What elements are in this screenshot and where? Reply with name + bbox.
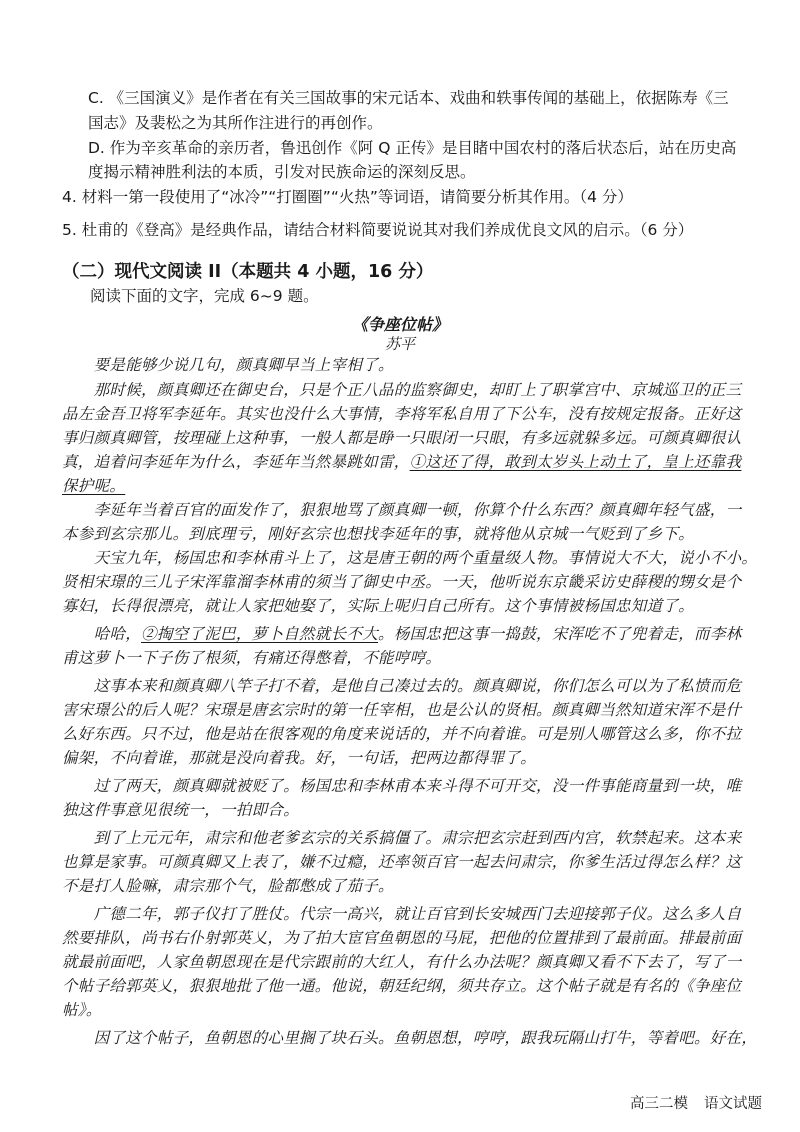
option-c-line-1: C. 《三国演义》是作者在有关三国故事的宋元话本、戏曲和轶事传闻的基础上，依据陈寿《三 — [88, 89, 729, 107]
article-line: 那时候，颜真卿还在御史台，只是个正八品的监察御史，却盯上了职掌宫中、京城巡卫的正三 — [62, 381, 742, 399]
article-line: 过了两天，颜真卿就被贬了。杨国忠和李林甫本来斗得不可开交，没一件事能商量到一块，唯 — [62, 777, 742, 795]
article-author: 苏平 — [384, 335, 415, 353]
article-line: 这事本来和颜真卿八竿子打不着，是他自己凑过去的。颜真卿说，你们怎么可以为了私愤而危 — [62, 677, 742, 695]
article-line: 天宝九年，杨国忠和李林甫斗上了，这是唐王朝的两个重量级人物。事情说大不大，说小不小。 — [62, 549, 758, 567]
question-4: 4. 材料一第一段使用了“冰冷”“打圈圈”“火热”等词语，请简要分析其作用。（4 分） — [62, 188, 633, 206]
article-line: 就最前面吧，人家鱼朝恩现在是代宗跟前的大红人，有什么办法呢？颜真卿又看不下去了，写了一 — [62, 953, 742, 971]
article-title: 《争座位帖》 — [351, 315, 448, 334]
page-footer — [630, 1092, 762, 1113]
underlined-sentence-1: ①这还了得，敢到太岁头上动土了，皇上还靠我 — [409, 453, 742, 471]
article-line-text: 哈哈， — [62, 625, 142, 643]
article-line: 甫这萝卜一下子伤了根须，有痛还得憋着，不能哼哼。 — [62, 649, 442, 667]
question-5: 5. 杜甫的《登高》是经典作品，请结合材料简要说说其对我们养成优良文风的启示。（6 分） — [62, 221, 694, 239]
article-line: 品左金吾卫将军李延年。其实也没什么大事情，李将军私自用了下公车，没有按规定报备。正好这 — [62, 405, 742, 423]
article-line: 个帖子给郭英乂，狠狠地批了他一通。他说，朝廷纪纲，须共存立。这个帖子就是有名的《争座位 — [62, 977, 742, 995]
article-line: 然要排队，尚书右仆射郭英乂，为了拍大宦官鱼朝恩的马屁，把他的位置排到了最前面。排最前面 — [62, 929, 742, 947]
article-line: 广德二年，郭子仪打了胜仗。代宗一高兴，就让百官到长安城西门去迎接郭子仪。这么多人自 — [62, 905, 742, 923]
article-line — [62, 452, 741, 472]
article-line: 独这件事意见很统一，一拍即合。 — [62, 801, 300, 819]
option-c-line-2: 国志》及裴松之为其所作注进行的再创作。 — [88, 114, 383, 132]
article-line: 也算是家事。可颜真卿又上表了，嫌不过瘾，还率领百官一起去问肃宗，你爹生活过得怎么样？这 — [62, 853, 742, 871]
article-line-text: 。杨国忠把这事一捣鼓，宋浑吃不了兜着走，而李林 — [378, 625, 742, 643]
section-heading: （二）现代文阅读 II（本题共 4 小题，16 分） — [62, 262, 434, 282]
underlined-sentence-2: ②掏空了泥巴，萝卜自然就长不大 — [141, 625, 379, 643]
article-line: 事归颜真卿管，按理碰上这种事，一般人都是睁一只眼闭一只眼，有多远就躲多远。可颜真卿很认 — [62, 429, 742, 447]
option-d-line-1: D. 作为辛亥革命的亲历者，鲁迅创作《阿 Q 正传》是目睹中国农村的落后状态后，站在历史高 — [88, 139, 737, 157]
article-line — [62, 624, 741, 644]
article-line: 偏架，不向着谁，那就是没向着我。好，一句话，把两边都得罪了。 — [62, 749, 537, 767]
article-line: 寡妇，长得很漂亮，就让人家把她娶了，实际上呢归自己所有。这个事情被杨国忠知道了。 — [62, 597, 695, 615]
article-line: 保护呢。 — [62, 477, 126, 495]
article-line-text: 真，追着问李延年为什么，李延年当然暴跳如雷， — [62, 453, 410, 471]
article-line: 到了上元元年，肃宗和他老爹玄宗的关系搞僵了。肃宗把玄宗赶到西内宫，软禁起来。这本来 — [62, 829, 742, 847]
article-line: 贤相宋璟的三儿子宋浑靠溜李林甫的须当了御史中丞。一天，他听说东京畿采访史薛稷的甥女是个 — [62, 573, 742, 591]
footer-subject: 语文试题 — [704, 1096, 762, 1112]
article-line: 么好东西。只不过，他是站在很客观的角度来说话的，并不向着谁。可是别人哪管这么多，你不拉 — [62, 725, 742, 743]
article-line: 因了这个帖子，鱼朝恩的心里搁了块石头。鱼朝恩想，哼哼，跟我玩隔山打牛，等着吧。好在， — [62, 1029, 758, 1047]
article-line: 帖》。 — [62, 1001, 102, 1019]
footer-exam: 高三二模 — [630, 1096, 688, 1112]
article-line: 不是打人脸嘛，肃宗那个气，脸都憋成了茄子。 — [62, 877, 394, 895]
article-line: 要是能够少说几句，颜真卿早当上宰相了。 — [62, 356, 394, 374]
article-line: 本参到玄宗那儿。到底理亏，刚好玄宗也想找李延年的事，就将他从京城一气贬到了乡下。 — [62, 525, 695, 543]
article-line: 害宋璟公的后人呢？宋璟是唐玄宗时的第一任宰相，也是公认的贤相。颜真卿当然知道宋浑不是什 — [62, 701, 742, 719]
section-instruction: 阅读下面的文字，完成 6~9 题。 — [90, 287, 319, 305]
article-line: 李延年当着百官的面发作了，狠狠地骂了颜真卿一顿，你算个什么东西？颜真卿年轻气盛，一 — [62, 501, 742, 519]
option-d-line-2: 度揭示精神胜利法的本质，引发对民族命运的深刻反思。 — [88, 163, 476, 181]
